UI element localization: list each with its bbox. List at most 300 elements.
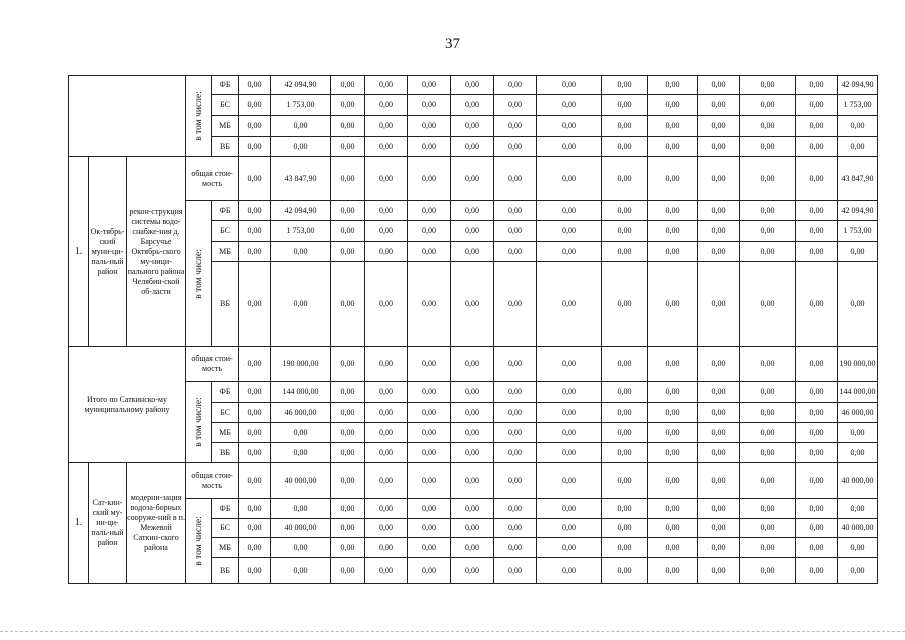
value-cell: 0,00 <box>838 443 878 463</box>
value-cell: 0,00 <box>331 382 365 403</box>
value-cell: 0,00 <box>698 347 740 382</box>
source-label: ВБ <box>212 262 239 347</box>
value-cell: 0,00 <box>331 347 365 382</box>
value-cell: 0,00 <box>537 157 602 201</box>
value-cell: 0,00 <box>365 116 408 137</box>
value-cell: 0,00 <box>796 538 838 558</box>
value-cell: 0,00 <box>602 463 648 499</box>
value-cell: 0,00 <box>648 538 698 558</box>
value-cell: 0,00 <box>602 403 648 423</box>
value-cell: 0,00 <box>698 519 740 538</box>
value-cell: 0,00 <box>740 157 796 201</box>
value-cell: 0,00 <box>494 221 537 242</box>
value-cell: 0,00 <box>451 347 494 382</box>
value-cell: 0,00 <box>698 242 740 262</box>
value-cell: 0,00 <box>796 95 838 116</box>
value-cell: 0,00 <box>271 443 331 463</box>
value-cell: 0,00 <box>740 538 796 558</box>
value-cell: 0,00 <box>648 116 698 137</box>
value-cell: 0,00 <box>602 382 648 403</box>
value-cell: 0,00 <box>365 403 408 423</box>
value-cell: 0,00 <box>698 538 740 558</box>
source-label: МБ <box>212 538 239 558</box>
value-cell: 0,00 <box>331 221 365 242</box>
value-cell: 0,00 <box>365 443 408 463</box>
value-cell: 0,00 <box>648 403 698 423</box>
value-cell: 0,00 <box>537 423 602 443</box>
value-cell: 0,00 <box>698 262 740 347</box>
total-cost-label: общая стои-мость <box>186 347 239 382</box>
value-cell: 0,00 <box>602 95 648 116</box>
value-cell: 0,00 <box>537 201 602 221</box>
value-cell: 0,00 <box>451 157 494 201</box>
value-cell: 0,00 <box>537 242 602 262</box>
value-cell: 0,00 <box>537 538 602 558</box>
value-cell: 0,00 <box>740 382 796 403</box>
value-cell: 0,00 <box>740 558 796 584</box>
value-cell: 0,00 <box>537 558 602 584</box>
value-cell: 0,00 <box>494 76 537 95</box>
source-label: МБ <box>212 116 239 137</box>
value-cell: 0,00 <box>648 242 698 262</box>
row-number: 1. <box>69 157 89 347</box>
value-cell: 0,00 <box>740 221 796 242</box>
value-cell: 0,00 <box>331 463 365 499</box>
value-cell: 0,00 <box>796 221 838 242</box>
value-cell: 0,00 <box>796 137 838 157</box>
value-cell: 0,00 <box>796 382 838 403</box>
source-label: БС <box>212 519 239 538</box>
value-cell: 0,00 <box>698 137 740 157</box>
value-cell: 0,00 <box>239 221 271 242</box>
value-cell: 46 000,00 <box>838 403 878 423</box>
object-name: рекон-струкция системы водо-снабже-ния д. Барсучье Октябрь-ского му-ници-пального района Челябин-ской об-ласти <box>127 157 186 347</box>
value-cell: 0,00 <box>331 499 365 519</box>
value-cell: 0,00 <box>494 242 537 262</box>
value-cell: 0,00 <box>648 262 698 347</box>
value-cell: 0,00 <box>239 95 271 116</box>
value-cell: 0,00 <box>602 538 648 558</box>
value-cell: 0,00 <box>408 137 451 157</box>
value-cell: 0,00 <box>331 137 365 157</box>
value-cell: 0,00 <box>698 221 740 242</box>
value-cell: 0,00 <box>698 443 740 463</box>
value-cell: 1 753,00 <box>271 221 331 242</box>
value-cell: 0,00 <box>602 76 648 95</box>
value-cell: 0,00 <box>602 116 648 137</box>
value-cell: 0,00 <box>602 157 648 201</box>
value-cell: 0,00 <box>408 262 451 347</box>
value-cell: 0,00 <box>239 382 271 403</box>
value-cell: 0,00 <box>648 423 698 443</box>
value-cell: 0,00 <box>537 382 602 403</box>
value-cell: 0,00 <box>365 499 408 519</box>
value-cell: 0,00 <box>239 347 271 382</box>
value-cell: 0,00 <box>602 558 648 584</box>
value-cell: 0,00 <box>408 499 451 519</box>
value-cell: 42 094,90 <box>838 76 878 95</box>
value-cell: 0,00 <box>796 242 838 262</box>
value-cell: 0,00 <box>698 463 740 499</box>
value-cell: 190 000,00 <box>838 347 878 382</box>
value-cell: 0,00 <box>331 76 365 95</box>
value-cell: 0,00 <box>838 423 878 443</box>
municipality-name: Ок-тябрь-ский муни-ци-паль-ный район <box>89 157 127 347</box>
value-cell: 0,00 <box>537 347 602 382</box>
value-cell: 0,00 <box>602 262 648 347</box>
value-cell: 0,00 <box>494 157 537 201</box>
source-label: БС <box>212 403 239 423</box>
value-cell: 0,00 <box>408 76 451 95</box>
value-cell: 0,00 <box>796 76 838 95</box>
value-cell: 0,00 <box>365 382 408 403</box>
source-label: ФБ <box>212 76 239 95</box>
value-cell: 0,00 <box>331 95 365 116</box>
value-cell: 0,00 <box>239 403 271 423</box>
source-label: БС <box>212 95 239 116</box>
value-cell: 0,00 <box>740 403 796 423</box>
value-cell: 0,00 <box>740 95 796 116</box>
including-label-text: в том числе: <box>193 91 204 141</box>
value-cell: 0,00 <box>331 558 365 584</box>
value-cell: 0,00 <box>648 519 698 538</box>
value-cell: 0,00 <box>451 382 494 403</box>
table-row <box>69 201 878 221</box>
value-cell: 0,00 <box>494 347 537 382</box>
value-cell: 0,00 <box>698 403 740 423</box>
value-cell: 0,00 <box>451 76 494 95</box>
value-cell: 0,00 <box>451 519 494 538</box>
value-cell: 0,00 <box>408 538 451 558</box>
value-cell: 0,00 <box>271 538 331 558</box>
including-label <box>186 499 212 584</box>
value-cell: 0,00 <box>365 558 408 584</box>
value-cell: 0,00 <box>451 443 494 463</box>
value-cell: 0,00 <box>239 423 271 443</box>
value-cell: 0,00 <box>537 221 602 242</box>
value-cell: 0,00 <box>239 242 271 262</box>
value-cell: 0,00 <box>365 262 408 347</box>
empty-cell <box>69 76 186 157</box>
source-label: МБ <box>212 423 239 443</box>
object-name: модерни-зация водоза-борных сооруже-ний в п. Межевой Саткин-ского района <box>127 463 186 584</box>
value-cell: 0,00 <box>838 499 878 519</box>
value-cell: 0,00 <box>796 157 838 201</box>
value-cell: 0,00 <box>408 558 451 584</box>
value-cell: 0,00 <box>494 201 537 221</box>
value-cell: 0,00 <box>408 157 451 201</box>
value-cell: 0,00 <box>365 221 408 242</box>
value-cell: 0,00 <box>271 242 331 262</box>
table-row <box>69 157 878 201</box>
table-body <box>69 76 878 584</box>
value-cell: 0,00 <box>698 95 740 116</box>
value-cell: 0,00 <box>648 201 698 221</box>
value-cell: 0,00 <box>698 116 740 137</box>
value-cell: 0,00 <box>740 242 796 262</box>
value-cell: 0,00 <box>451 463 494 499</box>
value-cell: 0,00 <box>239 157 271 201</box>
value-cell: 0,00 <box>365 201 408 221</box>
source-label: МБ <box>212 242 239 262</box>
value-cell: 0,00 <box>331 403 365 423</box>
value-cell: 0,00 <box>648 95 698 116</box>
value-cell: 0,00 <box>408 95 451 116</box>
value-cell: 0,00 <box>239 558 271 584</box>
value-cell: 0,00 <box>331 262 365 347</box>
value-cell: 0,00 <box>537 463 602 499</box>
value-cell: 0,00 <box>408 201 451 221</box>
value-cell: 0,00 <box>537 519 602 538</box>
value-cell: 0,00 <box>239 262 271 347</box>
value-cell: 0,00 <box>537 116 602 137</box>
value-cell: 0,00 <box>698 558 740 584</box>
value-cell: 0,00 <box>494 262 537 347</box>
value-cell: 0,00 <box>365 137 408 157</box>
value-cell: 0,00 <box>740 499 796 519</box>
source-label: ВБ <box>212 137 239 157</box>
value-cell: 42 094,90 <box>271 201 331 221</box>
value-cell: 0,00 <box>602 443 648 463</box>
value-cell: 0,00 <box>602 242 648 262</box>
value-cell: 0,00 <box>451 201 494 221</box>
including-label-text: в том числе: <box>193 248 204 299</box>
table-row <box>69 76 878 95</box>
value-cell: 0,00 <box>408 221 451 242</box>
value-cell: 0,00 <box>838 538 878 558</box>
table-row <box>69 463 878 499</box>
value-cell: 0,00 <box>239 76 271 95</box>
municipality-name: Сат-кин-ский му-ни-ци-паль-ный район <box>89 463 127 584</box>
value-cell: 0,00 <box>271 262 331 347</box>
value-cell: 0,00 <box>494 538 537 558</box>
value-cell: 0,00 <box>796 519 838 538</box>
value-cell: 0,00 <box>365 463 408 499</box>
value-cell: 40 000,00 <box>838 519 878 538</box>
value-cell: 0,00 <box>494 463 537 499</box>
value-cell: 0,00 <box>648 157 698 201</box>
value-cell: 0,00 <box>451 423 494 443</box>
value-cell: 0,00 <box>239 519 271 538</box>
value-cell: 0,00 <box>537 137 602 157</box>
table-row <box>69 347 878 382</box>
value-cell: 0,00 <box>408 463 451 499</box>
value-cell: 0,00 <box>838 558 878 584</box>
value-cell: 0,00 <box>838 262 878 347</box>
value-cell: 0,00 <box>451 499 494 519</box>
value-cell: 0,00 <box>740 201 796 221</box>
value-cell: 0,00 <box>239 116 271 137</box>
value-cell: 1 753,00 <box>271 95 331 116</box>
value-cell: 0,00 <box>494 403 537 423</box>
value-cell: 0,00 <box>796 116 838 137</box>
value-cell: 0,00 <box>537 95 602 116</box>
value-cell: 0,00 <box>331 519 365 538</box>
value-cell: 0,00 <box>602 499 648 519</box>
value-cell: 0,00 <box>451 403 494 423</box>
value-cell: 42 094,90 <box>271 76 331 95</box>
value-cell: 0,00 <box>239 538 271 558</box>
source-label: ФБ <box>212 201 239 221</box>
value-cell: 0,00 <box>408 423 451 443</box>
value-cell: 144 000,00 <box>271 382 331 403</box>
value-cell: 0,00 <box>740 519 796 538</box>
value-cell: 0,00 <box>740 423 796 443</box>
value-cell: 0,00 <box>648 558 698 584</box>
value-cell: 0,00 <box>537 76 602 95</box>
value-cell: 0,00 <box>602 137 648 157</box>
value-cell: 0,00 <box>331 443 365 463</box>
value-cell: 0,00 <box>537 262 602 347</box>
value-cell: 0,00 <box>271 116 331 137</box>
value-cell: 0,00 <box>796 463 838 499</box>
total-cost-label: общая стои-мость <box>186 157 239 201</box>
value-cell: 0,00 <box>451 221 494 242</box>
value-cell: 0,00 <box>239 463 271 499</box>
value-cell: 0,00 <box>648 347 698 382</box>
value-cell: 40 000,00 <box>271 519 331 538</box>
value-cell: 0,00 <box>408 519 451 538</box>
including-label <box>186 76 212 157</box>
value-cell: 0,00 <box>271 558 331 584</box>
source-label: ВБ <box>212 558 239 584</box>
value-cell: 0,00 <box>239 137 271 157</box>
value-cell: 0,00 <box>537 403 602 423</box>
value-cell: 0,00 <box>796 558 838 584</box>
value-cell: 0,00 <box>740 116 796 137</box>
value-cell: 0,00 <box>271 137 331 157</box>
value-cell: 0,00 <box>331 242 365 262</box>
value-cell: 0,00 <box>602 347 648 382</box>
footer-rule <box>0 631 905 635</box>
value-cell: 0,00 <box>365 347 408 382</box>
value-cell: 0,00 <box>494 519 537 538</box>
source-label: БС <box>212 221 239 242</box>
district-total-label: Итого по Саткинско-му муниципальному району <box>69 347 186 463</box>
value-cell: 0,00 <box>602 221 648 242</box>
value-cell: 43 847,90 <box>271 157 331 201</box>
value-cell: 1 753,00 <box>838 221 878 242</box>
budget-table <box>68 75 878 584</box>
value-cell: 0,00 <box>271 499 331 519</box>
value-cell: 0,00 <box>331 201 365 221</box>
value-cell: 0,00 <box>331 116 365 137</box>
value-cell: 0,00 <box>331 423 365 443</box>
including-label-text: в том числе: <box>193 397 204 447</box>
value-cell: 0,00 <box>494 558 537 584</box>
value-cell: 0,00 <box>494 443 537 463</box>
value-cell: 0,00 <box>698 382 740 403</box>
value-cell: 0,00 <box>698 201 740 221</box>
value-cell: 0,00 <box>740 76 796 95</box>
value-cell: 0,00 <box>494 116 537 137</box>
value-cell: 40 000,00 <box>838 463 878 499</box>
value-cell: 0,00 <box>648 76 698 95</box>
value-cell: 0,00 <box>537 443 602 463</box>
value-cell: 0,00 <box>698 499 740 519</box>
value-cell: 0,00 <box>740 137 796 157</box>
value-cell: 144 000,00 <box>838 382 878 403</box>
value-cell: 0,00 <box>740 347 796 382</box>
including-label <box>186 382 212 463</box>
value-cell: 0,00 <box>451 262 494 347</box>
value-cell: 0,00 <box>239 443 271 463</box>
value-cell: 0,00 <box>451 95 494 116</box>
value-cell: 0,00 <box>494 382 537 403</box>
value-cell: 0,00 <box>365 242 408 262</box>
value-cell: 0,00 <box>365 423 408 443</box>
value-cell: 0,00 <box>648 463 698 499</box>
value-cell: 0,00 <box>796 403 838 423</box>
value-cell: 0,00 <box>796 347 838 382</box>
source-label: ФБ <box>212 382 239 403</box>
value-cell: 0,00 <box>740 443 796 463</box>
value-cell: 0,00 <box>365 95 408 116</box>
value-cell: 43 847,90 <box>838 157 878 201</box>
value-cell: 190 000,00 <box>271 347 331 382</box>
table-row <box>69 382 878 403</box>
value-cell: 0,00 <box>494 95 537 116</box>
value-cell: 0,00 <box>408 443 451 463</box>
value-cell: 0,00 <box>648 137 698 157</box>
value-cell: 0,00 <box>648 499 698 519</box>
value-cell: 0,00 <box>239 201 271 221</box>
total-cost-label: общая стои-мость <box>186 463 239 499</box>
value-cell: 0,00 <box>408 347 451 382</box>
value-cell: 0,00 <box>838 137 878 157</box>
value-cell: 0,00 <box>537 499 602 519</box>
value-cell: 0,00 <box>740 463 796 499</box>
value-cell: 0,00 <box>648 443 698 463</box>
value-cell: 0,00 <box>648 221 698 242</box>
value-cell: 0,00 <box>796 443 838 463</box>
value-cell: 0,00 <box>451 242 494 262</box>
value-cell: 0,00 <box>838 116 878 137</box>
value-cell: 0,00 <box>698 157 740 201</box>
value-cell: 1 753,00 <box>838 95 878 116</box>
row-number: 1. <box>69 463 89 584</box>
value-cell: 0,00 <box>494 423 537 443</box>
value-cell: 0,00 <box>365 76 408 95</box>
value-cell: 0,00 <box>796 423 838 443</box>
value-cell: 0,00 <box>838 242 878 262</box>
value-cell: 0,00 <box>740 262 796 347</box>
value-cell: 40 000,00 <box>271 463 331 499</box>
value-cell: 0,00 <box>648 382 698 403</box>
including-label <box>186 201 212 347</box>
value-cell: 0,00 <box>365 157 408 201</box>
value-cell: 0,00 <box>451 116 494 137</box>
value-cell: 42 094,90 <box>838 201 878 221</box>
value-cell: 0,00 <box>451 558 494 584</box>
value-cell: 0,00 <box>408 382 451 403</box>
value-cell: 0,00 <box>698 76 740 95</box>
value-cell: 0,00 <box>365 538 408 558</box>
value-cell: 0,00 <box>331 538 365 558</box>
value-cell: 0,00 <box>331 157 365 201</box>
value-cell: 0,00 <box>271 423 331 443</box>
value-cell: 0,00 <box>602 519 648 538</box>
value-cell: 0,00 <box>602 201 648 221</box>
value-cell: 0,00 <box>796 201 838 221</box>
value-cell: 0,00 <box>602 423 648 443</box>
value-cell: 0,00 <box>408 403 451 423</box>
value-cell: 0,00 <box>494 499 537 519</box>
value-cell: 0,00 <box>408 242 451 262</box>
value-cell: 0,00 <box>239 499 271 519</box>
value-cell: 0,00 <box>698 423 740 443</box>
value-cell: 0,00 <box>408 116 451 137</box>
